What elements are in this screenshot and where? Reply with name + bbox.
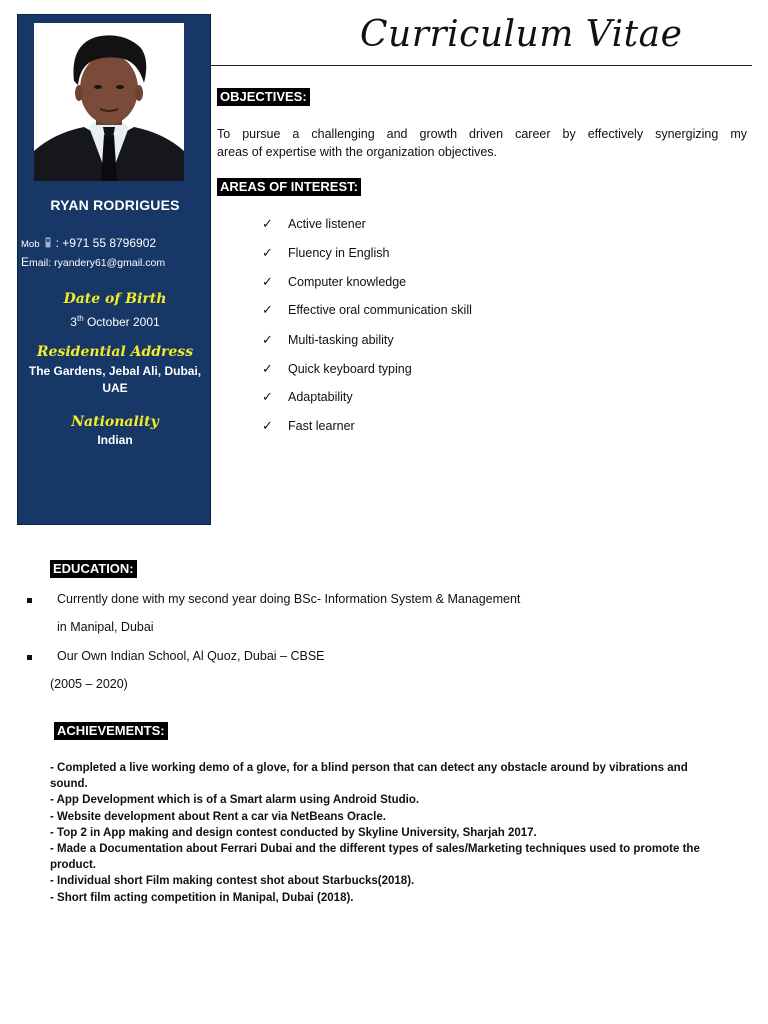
profile-photo <box>34 23 184 181</box>
education-item-2-line-2: (2005 – 2020) <box>50 677 128 691</box>
dob-rest: October 2001 <box>83 315 160 329</box>
interest-item <box>262 361 412 377</box>
nationality-value: Indian <box>97 433 133 447</box>
dob-suffix: th <box>76 314 84 323</box>
check-icon: ✓ <box>262 418 273 433</box>
education-item-2-line-1: Our Own Indian School, Al Quoz, Dubai – CBSE <box>57 649 325 663</box>
dob-value <box>18 310 212 331</box>
education-item-1-line-1: Currently done with my second year doing BSc- Information System & Management <box>57 592 521 606</box>
education-heading: EDUCATION: <box>50 560 137 578</box>
achievement-line: - Top 2 in App making and design contest conducted by Skyline University, Sharjah 2017. <box>50 826 537 839</box>
dob-title: Date of Birth <box>63 291 167 307</box>
address-title: Residential Address <box>36 344 194 360</box>
interest-item <box>262 418 355 434</box>
check-icon: ✓ <box>262 274 273 289</box>
address-line-2: UAE <box>102 381 128 395</box>
email-address: mail: ryandery61@gmail.com <box>29 257 166 269</box>
interest-item <box>262 389 353 405</box>
achievement-line: - Made a Documentation about Ferrari Dubai and the different types of sales/Marketing techniques used to promote the <box>50 843 700 856</box>
interests-heading: AREAS OF INTEREST: <box>217 178 361 196</box>
title-divider <box>211 65 752 66</box>
email-initial: E <box>21 255 30 269</box>
document-title: Curriculum Vitae <box>360 14 683 55</box>
mobile-line <box>21 236 156 250</box>
interest-label: Computer knowledge <box>288 275 407 289</box>
address-value <box>18 363 212 397</box>
interest-label: Quick keyboard typing <box>288 362 412 376</box>
achievement-line: - Website development about Rent a car via NetBeans Oracle. <box>50 810 386 823</box>
achievement-line: - Short film acting competition in Manipal, Dubai (2018). <box>50 891 354 904</box>
interest-label: Effective oral communication skill <box>288 303 472 317</box>
nationality-title: Nationality <box>71 414 159 430</box>
interest-item <box>262 332 394 348</box>
achievement-line: - App Development which is of a Smart alarm using Android Studio. <box>50 794 420 807</box>
achievement-line: product. <box>50 859 96 872</box>
check-icon: ✓ <box>262 245 273 260</box>
check-icon: ✓ <box>262 361 273 376</box>
objectives-line-1: To pursue a challenging and growth driven career by effectively synergizing my <box>217 127 747 141</box>
achievements-list <box>50 760 750 906</box>
bullet-icon <box>27 598 32 603</box>
objectives-heading: OBJECTIVES: <box>217 88 310 106</box>
mobile-label: Mob <box>21 239 40 250</box>
phone-icon <box>45 237 51 248</box>
interest-item <box>262 274 406 290</box>
interest-label: Adaptability <box>288 390 353 404</box>
mobile-number: : +971 55 8796902 <box>55 236 157 250</box>
interest-label: Active listener <box>288 217 366 231</box>
check-icon: ✓ <box>262 389 273 404</box>
interest-item <box>262 216 366 232</box>
interest-item <box>262 302 472 318</box>
achievement-line: - Individual short Film making contest shot about Starbucks(2018). <box>50 875 415 888</box>
address-line-1: The Gardens, Jebal Ali, Dubai, <box>28 364 202 378</box>
education-item-1-line-2: in Manipal, Dubai <box>57 620 154 634</box>
dob-day: 3 <box>70 315 77 329</box>
interest-label: Multi-tasking ability <box>288 333 394 347</box>
sidebar-panel <box>17 14 211 525</box>
objectives-line-2: areas of expertise with the organization objectives. <box>217 145 498 159</box>
email-line <box>21 255 165 269</box>
achievement-line: sound. <box>50 778 88 791</box>
check-icon: ✓ <box>262 332 273 347</box>
objectives-text <box>217 125 747 161</box>
check-icon: ✓ <box>262 302 273 317</box>
candidate-name: RYAN RODRIGUES <box>50 197 180 213</box>
achievements-heading: ACHIEVEMENTS: <box>54 722 168 740</box>
interest-item <box>262 245 389 261</box>
interest-label: Fast learner <box>288 419 355 433</box>
check-icon: ✓ <box>262 216 273 231</box>
bullet-icon <box>27 655 32 660</box>
achievement-line: - Completed a live working demo of a glove, for a blind person that can detect any obstacle around by vibrations and <box>50 762 688 774</box>
interest-label: Fluency in English <box>288 246 390 260</box>
